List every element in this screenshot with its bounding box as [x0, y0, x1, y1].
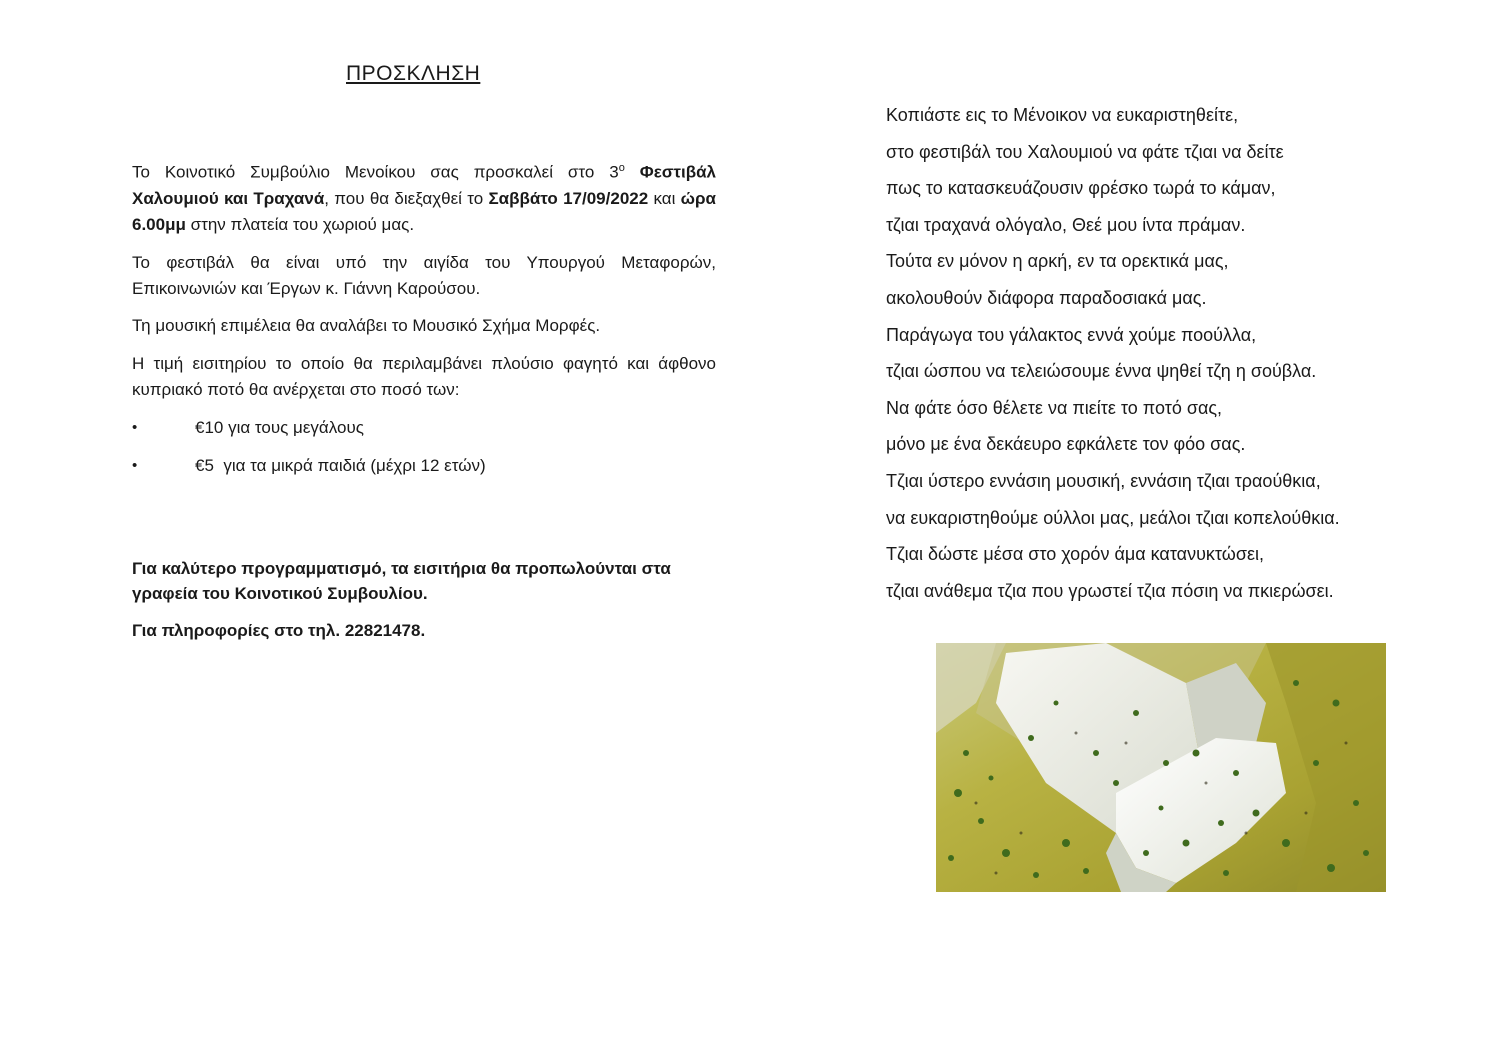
poem [886, 102, 1446, 614]
price-adults: €10 για τους μεγάλους [195, 417, 364, 437]
intro-paragraph [132, 155, 716, 238]
halloumi-photo [936, 643, 1386, 892]
event-date: Σαββάτο 17/09/2022 [488, 188, 649, 208]
poem-line: τζιαι ώσπου να τελειώσουμε έννα ψηθεί τζη η σούβλα. [886, 361, 1317, 382]
poem-line: Να φάτε όσο θέλετε να πιείτε το ποτό σας, [886, 397, 1223, 418]
poem-line: Τζιαι δώστε μέσα στο χορόν άμα κατανυκτώσει, [886, 544, 1264, 565]
music-paragraph: Τη μουσική επιμέλεια θα αναλάβει το Μουσικό Σχήμα Μορφές. [132, 315, 601, 335]
intro-text-1: Το Κοινοτικό Συμβούλιο Μενοίκου σας προσκαλεί στο 3 [132, 162, 619, 182]
event-time: ώρα 6.00μμ [132, 188, 716, 234]
poem-line: στο φεστιβάλ του Χαλουμιού να φάτε τζιαι να δείτε [886, 141, 1284, 162]
intro-text-4: στην πλατεία του χωριού μας. [185, 214, 415, 234]
festival-name: Φεστιβάλ Χαλουμιού και Τραχανά [132, 162, 716, 208]
invitation-body [132, 155, 716, 491]
price-list [132, 415, 716, 491]
bullet-icon: • [132, 456, 138, 474]
poem-line: Κοπιάστε εις το Μένοικον να ευκαριστηθείτε, [886, 105, 1239, 125]
poem-line: ακολουθούν διάφορα παραδοσιακά μας. [886, 287, 1207, 308]
poem-line: τζιαι ανάθεμα τζια που γρωστεί τζια πόσιη να πκιερώσει. [886, 580, 1334, 601]
price-children: €5 για τα μικρά παιδιά (μέχρι 12 ετών) [195, 455, 486, 475]
price-item [132, 453, 716, 491]
poem-line: μόνο με ένα δεκάευρο εφκάλετε τον φόο σας. [886, 434, 1246, 455]
phone-info: Για πληροφορίες στο τηλ. 22821478. [132, 621, 426, 640]
poem-line: τζιαι τραχανά ολόγαλο, Θεέ μου ίντα πράμαν. [886, 214, 1246, 235]
presale-note: Για καλύτερο προγραμματισμό, τα εισιτήρια θα προπωλούνται στα γραφεία του Κοινοτικού Συμβουλίου. [132, 559, 671, 603]
intro-text-2: , που θα διεξαχθεί το [324, 188, 489, 208]
patronage-paragraph: Το φεστιβάλ θα είναι υπό την αιγίδα του Υπουργού Μεταφορών, Επικοινωνιών και Έργων κ. Γιάννη Καρούσου. [132, 252, 716, 298]
ticket-paragraph: Η τιμή εισιτηρίου το οποίο θα περιλαμβάνει πλούσιο φαγητό και άφθονο κυπριακό ποτό θα ανέρχεται στο ποσό των: [132, 353, 716, 399]
poem-line: Τούτα εν μόνον η αρκή, εν τα ορεκτικά μας, [886, 251, 1229, 272]
poem-line: πως το κατασκευάζουσιν φρέσκο τωρά το κάμαν, [886, 178, 1276, 199]
poem-line: να ευκαριστηθούμε ούλλοι μας, μεάλοι τζιαι κοπελούθκια. [886, 507, 1340, 528]
invitation-title: ΠΡΟΣΚΛΗΣΗ [346, 62, 481, 85]
poem-line: Τζιαι ύστερο εννάσιη μουσική, εννάσιη τζιαι τραούθκια, [886, 470, 1321, 491]
poem-line: Παράγωγα του γάλακτος εννά χούμε ποούλλα, [886, 324, 1257, 345]
intro-text-3: και [648, 188, 681, 208]
bullet-icon: • [132, 418, 138, 436]
ordinal-superscript: ο [618, 162, 625, 174]
price-item [132, 415, 716, 453]
